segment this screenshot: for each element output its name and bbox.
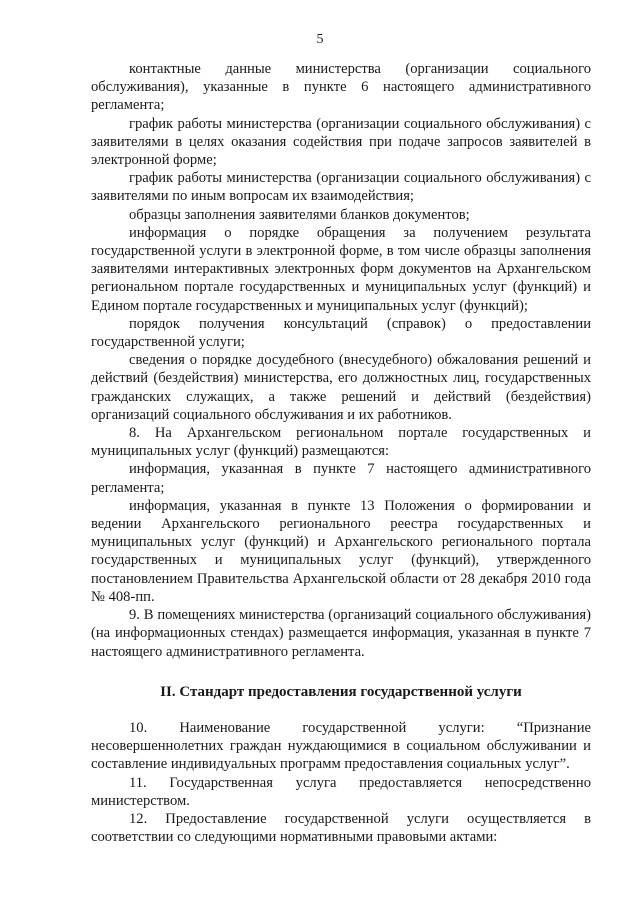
paragraph: контактные данные министерства (организации социального обслуживания), указанные в пункте 6 настоящего административного регламента; (91, 61, 591, 114)
page-number: 5 (316, 32, 324, 47)
document-body (91, 60, 591, 846)
paragraph: сведения о порядке досудебного (внесудебного) обжалования решений и действий (бездействия) министерства, его должностных лиц, государственных гражданских служащих, а также решений и действий (бездействия) организаций социального обслуживания и их работников. (91, 352, 591, 423)
paragraph: график работы министерства (организации социального обслуживания) с заявителями по иным вопросам их взаимодействия; (91, 170, 591, 205)
paragraph: информация, указанная в пункте 7 настоящего административного регламента; (91, 461, 591, 496)
section-title: II. Стандарт предоставления государственной услуги (160, 683, 522, 700)
paragraph: 12. Предоставление государственной услуги осуществляется в соответствии со следующими нормативными правовыми актами: (91, 810, 591, 846)
paragraph: 8. На Архангельском региональном портале государственных и муниципальных услуг (функций) размещаются: (91, 425, 591, 460)
paragraph: график работы министерства (организации социального обслуживания) с заявителями в целях оказания содействия при подаче запросов заявителей в электронной форме; (91, 115, 591, 169)
paragraph: 9. В помещениях министерства (организаций социального обслуживания) (на информационных стендах) размещается информация, указанная в пункте 7 настоящего административного регламента. (91, 607, 591, 660)
paragraph: информация, указанная в пункте 13 Положения о формировании и ведении Архангельского регионального реестра государственных и муниципальных услуг (функций) и Архангельского регионального портала государственных и муниципальных услуг (функций), утвержденного постановлением Правительства Архангельской области от 28 декабря 2010 года № 408-пп. (91, 497, 591, 605)
paragraph: информация о порядке обращения за получением результата государственной услуги в электронной форме, в том числе образцы заполнения заявителями интерактивных электронных форм документов на Архангельском региональном портале государственных и муниципальных услуг (функций) и Едином портале государственных и муниципальных услуг (функций); (91, 224, 591, 314)
paragraph: порядок получения консультаций (справок) о предоставлении государственной услуги; (91, 315, 591, 351)
paragraph: образцы заполнения заявителями бланков документов; (129, 206, 470, 223)
paragraph: 10. Наименование государственной услуги: “Признание несовершеннолетних граждан нуждающимися в социальном обслуживании и составление индивидуальных программ предоставления социальных услуг”. (91, 719, 591, 773)
paragraph: 11. Государственная услуга предоставляется непосредственно министерством. (91, 774, 591, 809)
